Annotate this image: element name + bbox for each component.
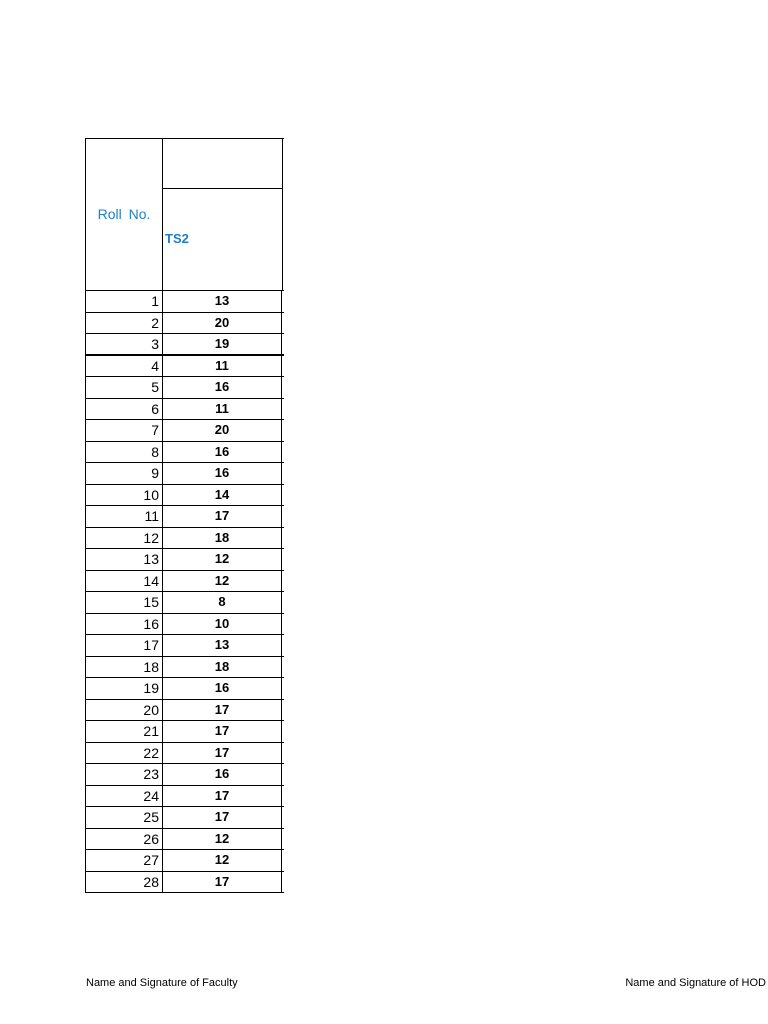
table-row xyxy=(86,442,284,464)
roll-number-cell: 2 xyxy=(86,313,163,334)
roll-number-cell: 4 xyxy=(86,356,163,377)
mark-cell: 16 xyxy=(163,678,282,699)
table-row xyxy=(86,549,284,571)
table-header xyxy=(86,139,284,291)
header-empty-cell xyxy=(163,139,282,189)
roll-number-cell: 20 xyxy=(86,700,163,721)
test-header-block xyxy=(163,139,283,290)
table-row xyxy=(86,377,284,399)
faculty-signature-label: Name and Signature of Faculty xyxy=(86,977,238,989)
roll-number-cell: 13 xyxy=(86,549,163,570)
table-row xyxy=(86,356,284,378)
roll-number-cell: 5 xyxy=(86,377,163,398)
mark-cell: 17 xyxy=(163,786,282,807)
test-column-header: TS2 xyxy=(165,231,189,246)
table-row xyxy=(86,807,284,829)
roll-number-cell: 19 xyxy=(86,678,163,699)
table-body xyxy=(86,291,284,893)
mark-cell: 12 xyxy=(163,850,282,871)
mark-cell: 8 xyxy=(163,592,282,613)
mark-cell: 18 xyxy=(163,528,282,549)
table-row xyxy=(86,528,284,550)
mark-cell: 13 xyxy=(163,635,282,656)
table-row xyxy=(86,506,284,528)
mark-cell: 12 xyxy=(163,549,282,570)
table-row xyxy=(86,657,284,679)
roll-number-cell: 6 xyxy=(86,399,163,420)
table-row xyxy=(86,399,284,421)
roll-number-cell: 22 xyxy=(86,743,163,764)
roll-number-cell: 16 xyxy=(86,614,163,635)
table-row xyxy=(86,786,284,808)
mark-cell: 16 xyxy=(163,442,282,463)
mark-cell: 18 xyxy=(163,657,282,678)
roll-number-cell: 7 xyxy=(86,420,163,441)
mark-cell: 16 xyxy=(163,377,282,398)
roll-number-cell: 28 xyxy=(86,872,163,893)
mark-cell: 17 xyxy=(163,506,282,527)
mark-cell: 11 xyxy=(163,356,282,377)
roll-number-cell: 18 xyxy=(86,657,163,678)
mark-cell: 20 xyxy=(163,420,282,441)
roll-number-cell: 25 xyxy=(86,807,163,828)
roll-number-cell: 3 xyxy=(86,334,163,354)
roll-number-cell: 23 xyxy=(86,764,163,785)
table-row xyxy=(86,829,284,851)
roll-number-cell: 21 xyxy=(86,721,163,742)
roll-number-cell: 14 xyxy=(86,571,163,592)
roll-number-cell: 8 xyxy=(86,442,163,463)
roll-number-cell: 12 xyxy=(86,528,163,549)
table-row xyxy=(86,700,284,722)
mark-cell: 17 xyxy=(163,872,282,893)
table-row xyxy=(86,850,284,872)
mark-cell: 11 xyxy=(163,399,282,420)
roll-number-cell: 9 xyxy=(86,463,163,484)
marks-table xyxy=(85,138,284,893)
table-row xyxy=(86,635,284,657)
mark-cell: 20 xyxy=(163,313,282,334)
mark-cell: 16 xyxy=(163,463,282,484)
mark-cell: 17 xyxy=(163,700,282,721)
roll-number-cell: 1 xyxy=(86,291,163,312)
table-row xyxy=(86,678,284,700)
roll-number-cell: 15 xyxy=(86,592,163,613)
roll-number-cell: 24 xyxy=(86,786,163,807)
mark-cell: 19 xyxy=(163,334,282,354)
table-row xyxy=(86,614,284,636)
table-row xyxy=(86,592,284,614)
roll-number-cell: 26 xyxy=(86,829,163,850)
mark-cell: 12 xyxy=(163,571,282,592)
mark-cell: 13 xyxy=(163,291,282,312)
table-row xyxy=(86,420,284,442)
table-row xyxy=(86,463,284,485)
table-row xyxy=(86,721,284,743)
roll-number-cell: 27 xyxy=(86,850,163,871)
roll-number-cell: 17 xyxy=(86,635,163,656)
table-row xyxy=(86,334,284,356)
table-row xyxy=(86,485,284,507)
table-row xyxy=(86,743,284,765)
roll-number-cell: 11 xyxy=(86,506,163,527)
table-row xyxy=(86,313,284,335)
mark-cell: 17 xyxy=(163,721,282,742)
table-row xyxy=(86,872,284,894)
roll-no-header: Roll No. xyxy=(86,139,163,290)
mark-cell: 10 xyxy=(163,614,282,635)
table-row xyxy=(86,291,284,313)
table-row xyxy=(86,764,284,786)
roll-number-cell: 10 xyxy=(86,485,163,506)
mark-cell: 14 xyxy=(163,485,282,506)
hod-signature-label: Name and Signature of HOD xyxy=(625,977,766,989)
mark-cell: 12 xyxy=(163,829,282,850)
mark-cell: 16 xyxy=(163,764,282,785)
mark-cell: 17 xyxy=(163,807,282,828)
mark-cell: 17 xyxy=(163,743,282,764)
table-row xyxy=(86,571,284,593)
